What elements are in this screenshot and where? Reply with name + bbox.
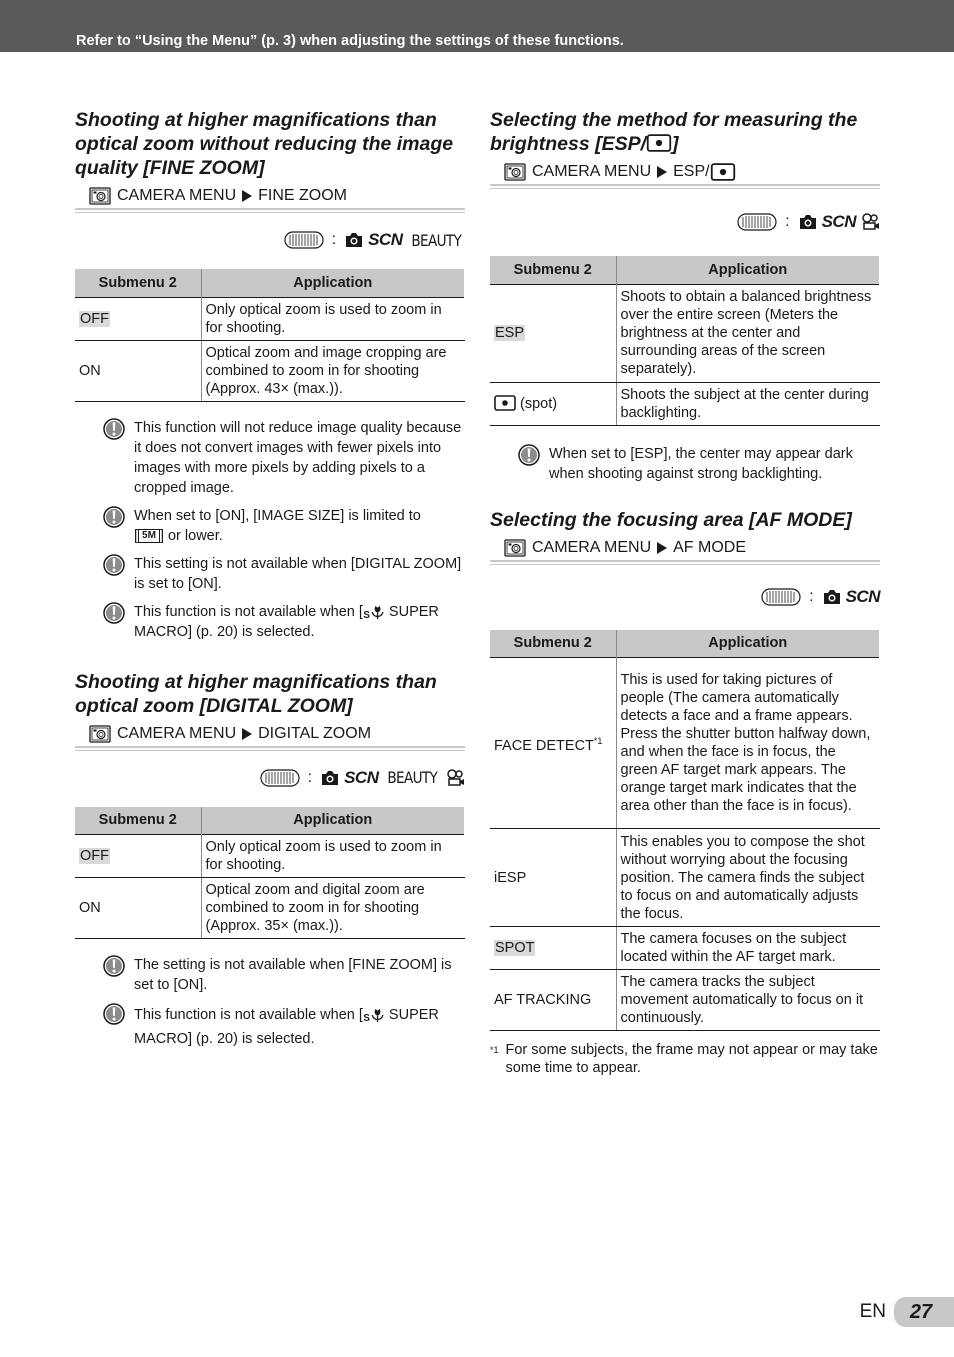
esp-section bbox=[490, 108, 880, 484]
menu-rule bbox=[75, 208, 465, 213]
col-header-submenu: Submenu 2 bbox=[75, 269, 201, 297]
table-row bbox=[75, 340, 465, 401]
footnote-text: For some subjects, the frame may not appear or may take some time to appear. bbox=[505, 1042, 878, 1076]
table-row bbox=[490, 284, 880, 382]
application-text: Only optical zoom is used to zoom in for shooting. bbox=[201, 297, 465, 340]
application-text: This is used for taking pictures of people (The camera automatically detects a face and a frame appears. Press the shutter button halfway down, and when the face is in focus, the green AF target mark appears. The orange target mark indicates that the area other than the face is in focus). bbox=[616, 658, 880, 829]
table-header-row bbox=[75, 807, 465, 835]
super-macro-icon bbox=[363, 1007, 385, 1023]
movie-mode-icon bbox=[860, 212, 880, 232]
menu-item-label: AF MODE bbox=[673, 538, 747, 556]
arrow-right-icon bbox=[242, 728, 252, 740]
photo-mode-icon bbox=[344, 231, 364, 249]
page-number: 27 bbox=[894, 1297, 954, 1327]
digital-zoom-notes bbox=[103, 955, 465, 1051]
beauty-mode-label: BEAUTY bbox=[410, 230, 461, 250]
image-size-5m-icon: 5M bbox=[138, 529, 160, 543]
left-column bbox=[75, 108, 465, 1059]
note-item: This function will not reduce image quality because it does not convert images with fewer pixels into images with more pixels by adding pixels to a cropped image. bbox=[103, 418, 465, 498]
caution-icon bbox=[518, 444, 540, 466]
fine-zoom-title: Shooting at higher magnifications than optical zoom without reducing the image quality [FINE ZOOM] bbox=[75, 109, 454, 179]
mode-dial-icon bbox=[737, 213, 777, 231]
fine-zoom-table bbox=[75, 269, 465, 402]
arrow-right-icon bbox=[657, 542, 667, 554]
photo-mode-icon bbox=[822, 588, 842, 606]
table-row: FACE DETECT$^{*1}$ This is used for taking pictures of people (The camera automatically detects a face and a frame appears. Press the shutter button halfway down, and when the face is in focus, the green AF target mark appears. The orange target mark indicates that the area other than the face is in focus). bbox=[490, 658, 880, 829]
movie-mode-icon bbox=[445, 768, 465, 788]
scn-mode-label: SCN bbox=[368, 230, 403, 249]
table-row bbox=[75, 835, 465, 878]
fine-zoom-notes bbox=[103, 418, 465, 642]
submenu-value: OFF bbox=[80, 310, 109, 327]
caution-icon bbox=[103, 506, 125, 528]
af-mode-menu-path bbox=[504, 538, 880, 558]
note-item: This setting is not available when [DIGITAL ZOOM] is set to [ON]. bbox=[103, 554, 465, 594]
scn-mode-label: SCN bbox=[344, 767, 379, 787]
menu-label: CAMERA MENU bbox=[117, 187, 237, 204]
language-label: EN bbox=[859, 1301, 886, 1322]
camera-menu-icon bbox=[89, 725, 111, 743]
camera-menu-icon bbox=[504, 163, 526, 181]
application-text: Optical zoom and digital zoom are combined to zoom in for shooting (Approx. 35× (max.)). bbox=[201, 878, 465, 939]
note-item: This function is not available when [ SUPER MACRO] (p. 20) is selected. bbox=[103, 1003, 465, 1051]
fine-zoom-modes: : SCN BEAUTY bbox=[75, 229, 465, 251]
scn-mode-label: SCN bbox=[845, 586, 880, 606]
menu-label: CAMERA MENU bbox=[117, 724, 237, 742]
af-mode-title: Selecting the focusing area [AF MODE] bbox=[490, 508, 852, 531]
esp-title: Selecting the method for measuring the brightness [ESP/ ] bbox=[490, 109, 858, 155]
menu-rule bbox=[490, 184, 880, 189]
submenu-value: SPOT bbox=[495, 940, 535, 956]
col-header-application: Application bbox=[201, 269, 465, 297]
table-header-row bbox=[75, 269, 465, 297]
application-text: Shoots the subject at the center during backlighting. bbox=[616, 382, 880, 425]
mode-dial-icon bbox=[761, 588, 801, 606]
caution-icon bbox=[103, 955, 125, 977]
col-header-application: Application bbox=[616, 256, 880, 284]
note-item: This function is not available when [ SUPER MACRO] (p. 20) is selected. bbox=[103, 602, 465, 642]
mode-dial-icon bbox=[260, 769, 300, 787]
spot-metering-icon bbox=[710, 163, 736, 181]
photo-mode-icon bbox=[320, 769, 340, 787]
table-row bbox=[490, 829, 880, 927]
submenu-value: AF TRACKING bbox=[490, 970, 616, 1031]
esp-modes: : SCN bbox=[490, 211, 880, 233]
camera-menu-icon bbox=[89, 187, 111, 205]
menu-label: CAMERA MENU bbox=[532, 163, 652, 180]
col-header-application: Application bbox=[616, 630, 880, 658]
photo-mode-icon bbox=[798, 213, 818, 231]
table-header-row bbox=[490, 630, 880, 658]
esp-table bbox=[490, 256, 880, 426]
spot-metering-icon bbox=[646, 134, 672, 152]
submenu-value: ON bbox=[75, 878, 201, 939]
super-macro-icon bbox=[363, 604, 385, 620]
application-text: Optical zoom and image cropping are combined to zoom in for shooting (Approx. 43× (max.)). bbox=[201, 340, 465, 401]
fine-zoom-section bbox=[75, 108, 465, 642]
footnote-mark: *1 bbox=[490, 1045, 499, 1055]
col-header-submenu: Submenu 2 bbox=[490, 630, 616, 658]
submenu-value: FACE DETECT bbox=[494, 737, 594, 754]
table-row bbox=[490, 382, 880, 425]
digital-zoom-section bbox=[75, 670, 465, 1052]
application-text: The camera focuses on the subject located within the AF target mark. bbox=[616, 927, 880, 970]
af-mode-section bbox=[490, 508, 880, 1078]
esp-menu-path bbox=[504, 162, 880, 182]
note-item: When set to [ESP], the center may appear dark when shooting against strong backlighting. bbox=[518, 444, 880, 484]
esp-notes bbox=[518, 444, 880, 484]
caution-icon bbox=[103, 602, 125, 624]
note-item: When set to [ON], [IMAGE SIZE] is limited to [ 5M ] or lower. bbox=[103, 506, 465, 546]
submenu-value: ESP bbox=[495, 325, 525, 341]
digital-zoom-modes: : SCN BEAUTY bbox=[75, 767, 465, 789]
submenu-value: OFF bbox=[80, 848, 109, 864]
table-row bbox=[490, 970, 880, 1031]
table-row bbox=[490, 927, 880, 970]
caution-icon bbox=[103, 554, 125, 576]
digital-zoom-title: Shooting at higher magnifications than optical zoom [DIGITAL ZOOM] bbox=[75, 670, 437, 717]
af-mode-modes: : SCN bbox=[490, 586, 880, 608]
scn-mode-label: SCN bbox=[821, 212, 856, 231]
note-item: The setting is not available when [FINE ZOOM] is set to [ON]. bbox=[103, 955, 465, 995]
application-text: The camera tracks the subject movement automatically to focus on it continuously. bbox=[616, 970, 880, 1031]
spot-metering-icon bbox=[494, 395, 516, 411]
menu-rule bbox=[75, 746, 465, 751]
application-text: This enables you to compose the shot without worrying about the focusing position. The camera finds the subject to focus on and automatically adjusts the focus. bbox=[616, 829, 880, 927]
submenu-value: (spot) bbox=[520, 395, 558, 412]
application-text: Only optical zoom is used to zoom in for shooting. bbox=[201, 835, 465, 878]
digital-zoom-table bbox=[75, 807, 465, 940]
caution-icon bbox=[103, 418, 125, 440]
af-mode-footnote bbox=[490, 1041, 880, 1077]
menu-rule bbox=[490, 560, 880, 565]
camera-menu-icon bbox=[504, 539, 526, 557]
submenu-value: ON bbox=[75, 340, 201, 401]
table-row bbox=[75, 878, 465, 939]
banner-text: Refer to “Using the Menu” (p. 3) when adjusting the settings of these functions. bbox=[76, 33, 624, 49]
digital-zoom-menu-path bbox=[89, 724, 465, 744]
fine-zoom-menu-path bbox=[89, 186, 465, 206]
menu-item-label: DIGITAL ZOOM bbox=[258, 724, 372, 742]
arrow-right-icon bbox=[242, 190, 252, 202]
mode-dial-icon bbox=[284, 231, 324, 249]
arrow-right-icon bbox=[657, 166, 667, 178]
top-banner bbox=[0, 0, 954, 52]
menu-item-label: FINE ZOOM bbox=[258, 187, 348, 204]
beauty-mode-label: BEAUTY bbox=[386, 768, 437, 787]
col-header-submenu: Submenu 2 bbox=[490, 256, 616, 284]
caution-icon bbox=[103, 1003, 125, 1025]
table-header-row bbox=[490, 256, 880, 284]
col-header-application: Application bbox=[201, 807, 465, 835]
right-column bbox=[490, 108, 880, 1077]
menu-label: CAMERA MENU bbox=[532, 538, 652, 556]
application-text: Shoots to obtain a balanced brightness over the entire screen (Meters the brightness at the center and surrounding areas of the screen separately). bbox=[616, 284, 880, 382]
table-row bbox=[75, 297, 465, 340]
af-mode-table bbox=[490, 630, 880, 1032]
page-number-tab bbox=[860, 1297, 954, 1327]
menu-item-label: ESP/ bbox=[673, 163, 710, 180]
submenu-value: iESP bbox=[490, 829, 616, 927]
col-header-submenu: Submenu 2 bbox=[75, 807, 201, 835]
